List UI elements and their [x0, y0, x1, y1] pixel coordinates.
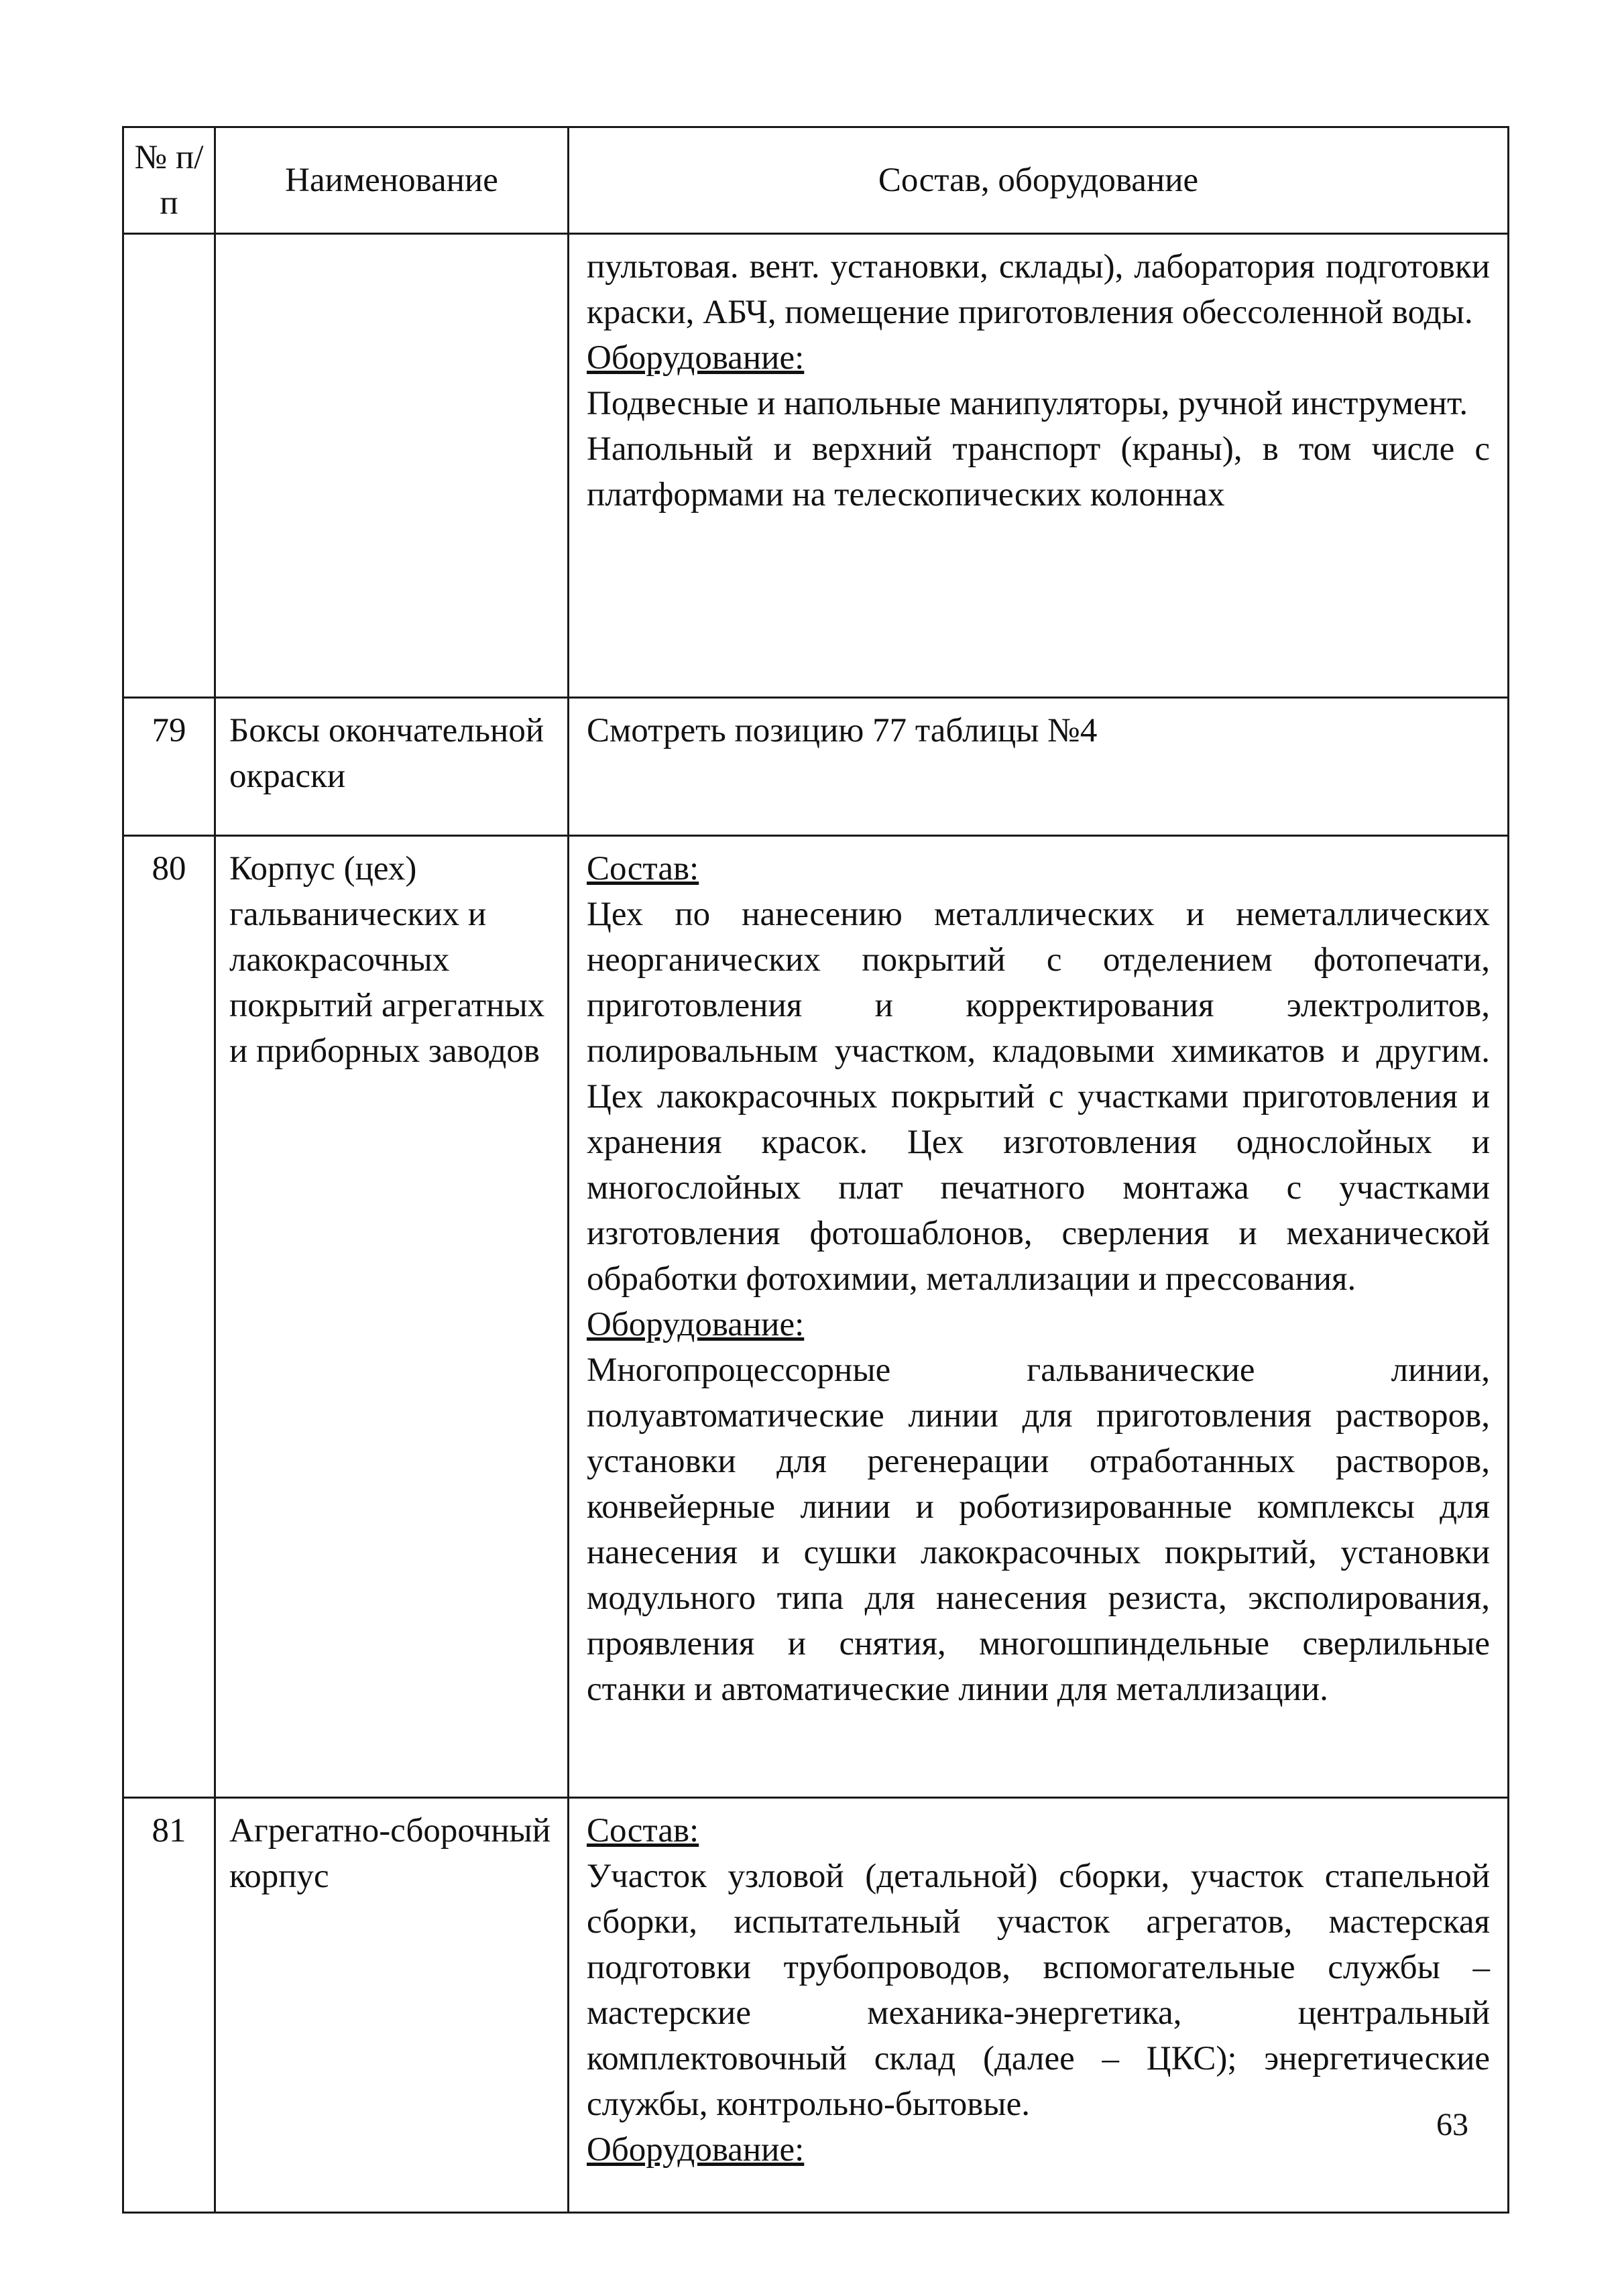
paragraph: Напольный и верхний транспорт (краны), в том числе с платформами на телескопических колоннах [587, 430, 1490, 513]
table-row [123, 1798, 1509, 2213]
paragraph: пультовая. вент. установки, склады), лаборатория подготовки краски, АБЧ, помещение приготовления обессоленной воды. [587, 248, 1490, 331]
row-name: Агрегатно-сборочный корпус [215, 1798, 569, 2213]
paragraph: Смотреть позицию 77 таблицы №4 [587, 712, 1098, 749]
header-num: № п/п [123, 127, 215, 234]
table-row [123, 698, 1509, 836]
page-number: 63 [1436, 2107, 1468, 2142]
row-num: 81 [123, 1798, 215, 2213]
paragraph: Цех по нанесению металлических и неметаллических неорганических покрытий с отделением фотопечати, приготовления и корректирования электролитов, полировальным участком, кладовыми химикатов и другим. Цех лакокрасочных покрытий с участками приготовления и хранения красок. Цех изготовления однослойных и многослойных плат печатного монтажа с участками изготовления фотошаблонов, сверления и механической обработки фотохимии, металлизации и прессования. [587, 896, 1490, 1298]
equipment-table [122, 126, 1509, 2214]
equipment-heading: Оборудование: [587, 339, 805, 377]
table-header-row [123, 127, 1509, 234]
paragraph: Многопроцессорные гальванические линии, полуавтоматические линии для приготовления растворов, установки для регенерации отработанных растворов, конвейерные линии и роботизированные комплексы для нанесения и сушки лакокрасочных покрытий, установки модульного типа для нанесения резиста, эксполирования, проявления и снятия, многошпиндельные сверлильные станки и автоматические линии для металлизации. [587, 1351, 1490, 1708]
row-num: 80 [123, 836, 215, 1798]
row-name [215, 234, 569, 698]
table-row [123, 234, 1509, 698]
row-name: Боксы окончательной окраски [215, 698, 569, 836]
equipment-heading: Оборудование: [587, 1306, 805, 1343]
row-composition [569, 234, 1509, 698]
paragraph: Подвесные и напольные манипуляторы, ручной инструмент. [587, 385, 1468, 422]
row-name: Корпус (цех) гальванических и лакокрасочных покрытий агрегатных и приборных заводов [215, 836, 569, 1798]
equipment-heading: Оборудование: [587, 2131, 805, 2169]
row-num: 79 [123, 698, 215, 836]
row-num [123, 234, 215, 698]
row-composition [569, 698, 1509, 836]
composition-heading: Состав: [587, 1812, 699, 1850]
row-composition [569, 1798, 1509, 2213]
composition-heading: Состав: [587, 850, 699, 888]
header-name: Наименование [215, 127, 569, 234]
paragraph: Участок узловой (детальной) сборки, участок стапельной сборки, испытательный участок агрегатов, мастерская подготовки трубопроводов, вспомогательные службы – мастерские механика-энергетика, центральный комплектовочный склад (далее – ЦКС); энергетические службы, контрольно-бытовые. [587, 1858, 1490, 2123]
header-composition: Состав, оборудование [569, 127, 1509, 234]
table-row [123, 836, 1509, 1798]
row-composition [569, 836, 1509, 1798]
